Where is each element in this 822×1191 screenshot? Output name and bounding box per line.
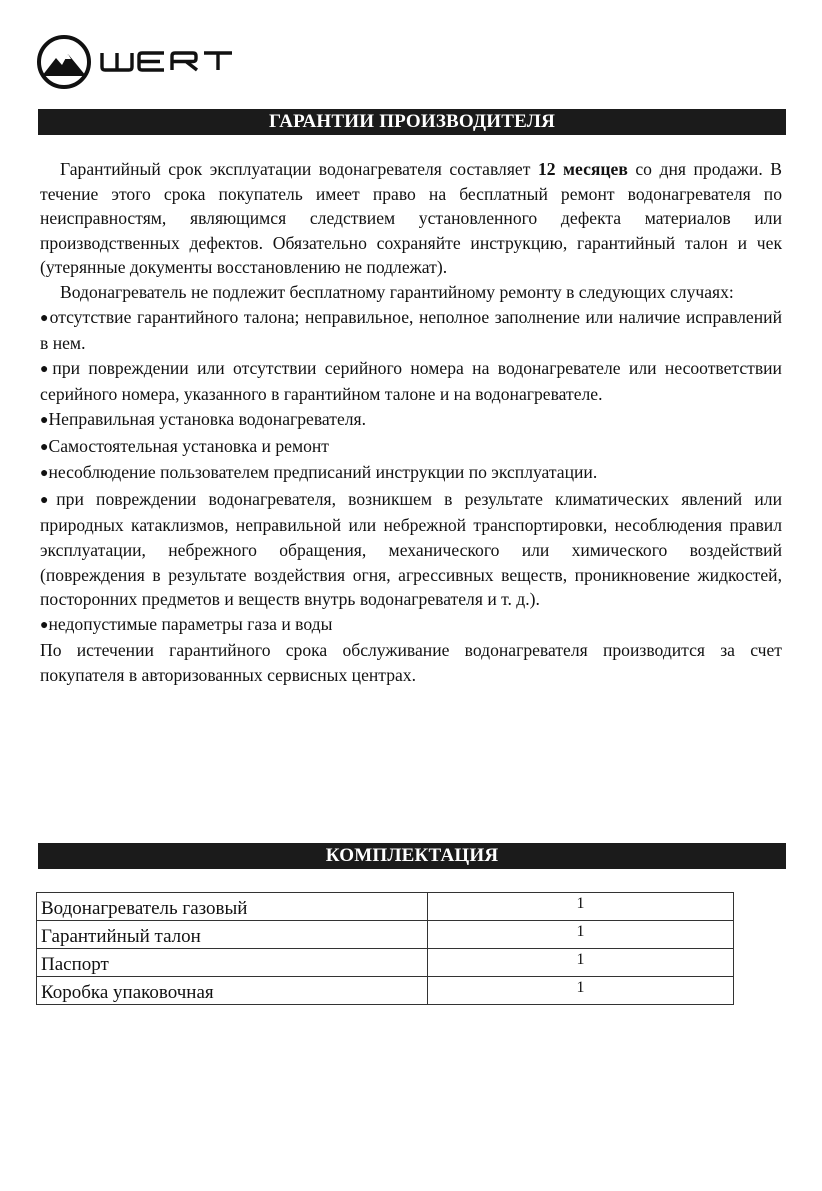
- kit-table: [36, 892, 734, 1005]
- brand-logo: [36, 34, 256, 90]
- exclusion-item: ● отсутствие гарантийного талона; неправильное, неполное заполнение или наличие исправлений в нем.: [40, 305, 782, 356]
- warranty-period: 12 месяцев: [537, 159, 628, 179]
- item-quantity: 1: [428, 893, 734, 921]
- item-quantity: 1: [428, 949, 734, 977]
- table-row: [37, 949, 734, 977]
- item-name: Паспорт: [37, 949, 428, 977]
- warranty-text: [40, 157, 782, 687]
- kit-title: КОМПЛЕКТАЦИЯ: [38, 843, 786, 869]
- exclusion-item: ● несоблюдение пользователем предписаний инструкции по эксплуатации.: [40, 460, 782, 487]
- warranty-title: ГАРАНТИИ ПРОИЗВОДИТЕЛЯ: [38, 109, 786, 135]
- item-name: Водонагреватель газовый: [37, 893, 428, 921]
- exclusion-item: ● Неправильная установка водонагревателя.: [40, 407, 782, 434]
- wert-logo: [36, 34, 256, 90]
- item-quantity: 1: [428, 977, 734, 1005]
- table-row: [37, 893, 734, 921]
- warranty-paragraph: Гарантийный срок эксплуатации водонагревателя составляет 12 месяцев со дня продажи. В течение этого срока покупатель имеет право на бесплатный ремонт водонагревателя по неисправностям, являющимся следствием установленного дефекта материалов или производственных дефектов. Обязательно сохраняйте инструкцию, гарантийный талон и чек (утерянные документы восстановлению не подлежат).: [40, 159, 782, 278]
- item-name: Гарантийный талон: [37, 921, 428, 949]
- item-name: Коробка упаковочная: [37, 977, 428, 1005]
- exclusion-item: ● Самостоятельная установка и ремонт: [40, 434, 782, 461]
- item-quantity: 1: [428, 921, 734, 949]
- exclusion-item: ● при повреждении или отсутствии серийного номера на водонагревателе или несоответствии серийного номера, указанного в гарантийном талоне и на водонагревателе.: [40, 356, 782, 407]
- table-row: [37, 977, 734, 1005]
- wert-wordmark: [102, 53, 232, 70]
- mountain-icon: [39, 37, 89, 87]
- exclusion-item: ● при повреждении водонагревателя, возникшем в результате климатических явлений или природных катаклизмов, неправильной или небрежной транспортировки, несоблюдения правил эксплуатации, небрежного обращения, механического или химического воздействий (повреждения в результате воздействия огня, агрессивных веществ, проникновение жидкостей, посторонних предметов и веществ внутрь водонагревателя и т. д.).: [40, 487, 782, 612]
- exclusions-intro: Водонагреватель не подлежит бесплатному гарантийному ремонту в следующих случаях:: [60, 281, 734, 302]
- closing-paragraph: По истечении гарантийного срока обслуживание водонагревателя производится за счет покупателя в авторизованных сервисных центрах.: [40, 640, 782, 685]
- table-row: [37, 921, 734, 949]
- exclusion-item: ● недопустимые параметры газа и воды: [40, 612, 782, 639]
